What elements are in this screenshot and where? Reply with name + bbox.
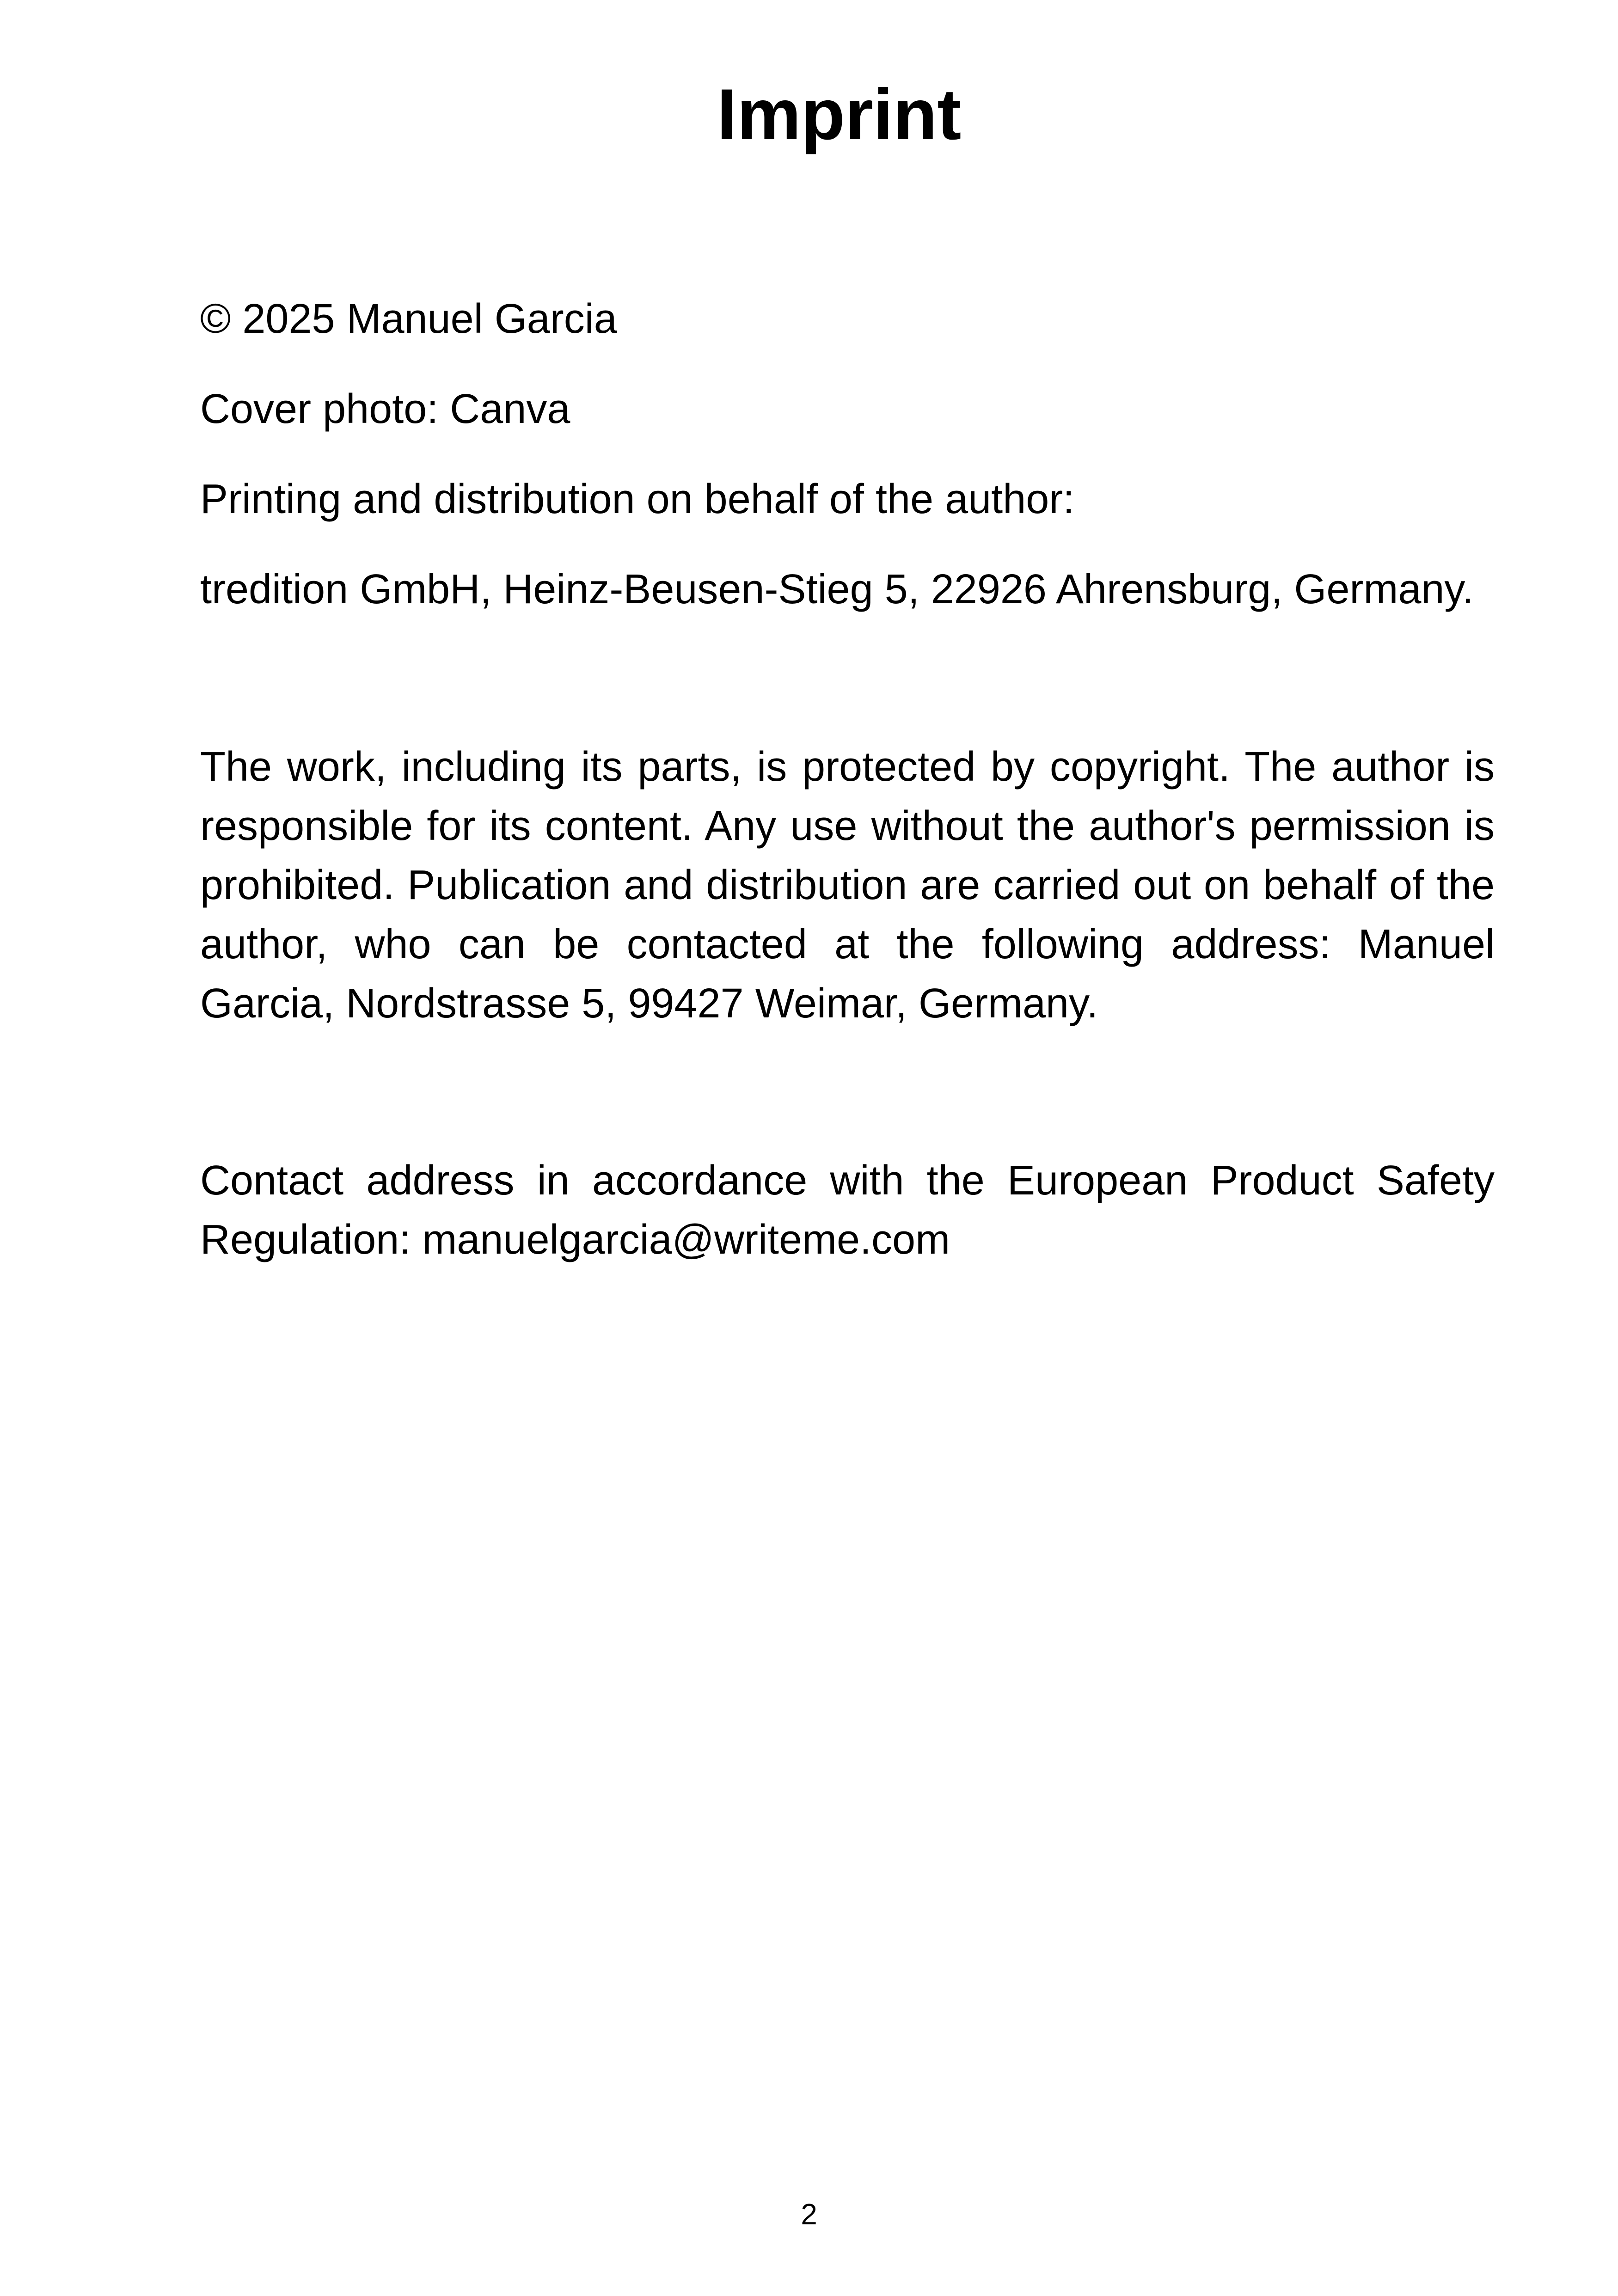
- printing-distribution-line: Printing and distribution on behalf of the author:: [200, 476, 1075, 522]
- copyright-notice-paragraph: The work, including its parts, is protected by copyright. The author is responsible for its content. Any use without the author's permission is prohibited. Publication and distribution are carried out on behalf of the author, who can be contacted at the following address: Manuel Garcia, Nordstrasse 5, 99427 Weimar, Germany.: [200, 744, 1495, 1027]
- cover-photo-credit: Cover photo: Canva: [200, 386, 570, 432]
- page-title: Imprint: [717, 74, 962, 155]
- copyright-line: © 2025 Manuel Garcia: [200, 296, 617, 342]
- publisher-address: tredition GmbH, Heinz-Beusen-Stieg 5, 22926 Ahrensburg, Germany.: [200, 566, 1474, 612]
- page-number: 2: [801, 2198, 817, 2231]
- contact-notice-paragraph: Contact address in accordance with the European Product Safety Regulation: manuelgarcia@writeme.com: [200, 1157, 1495, 1263]
